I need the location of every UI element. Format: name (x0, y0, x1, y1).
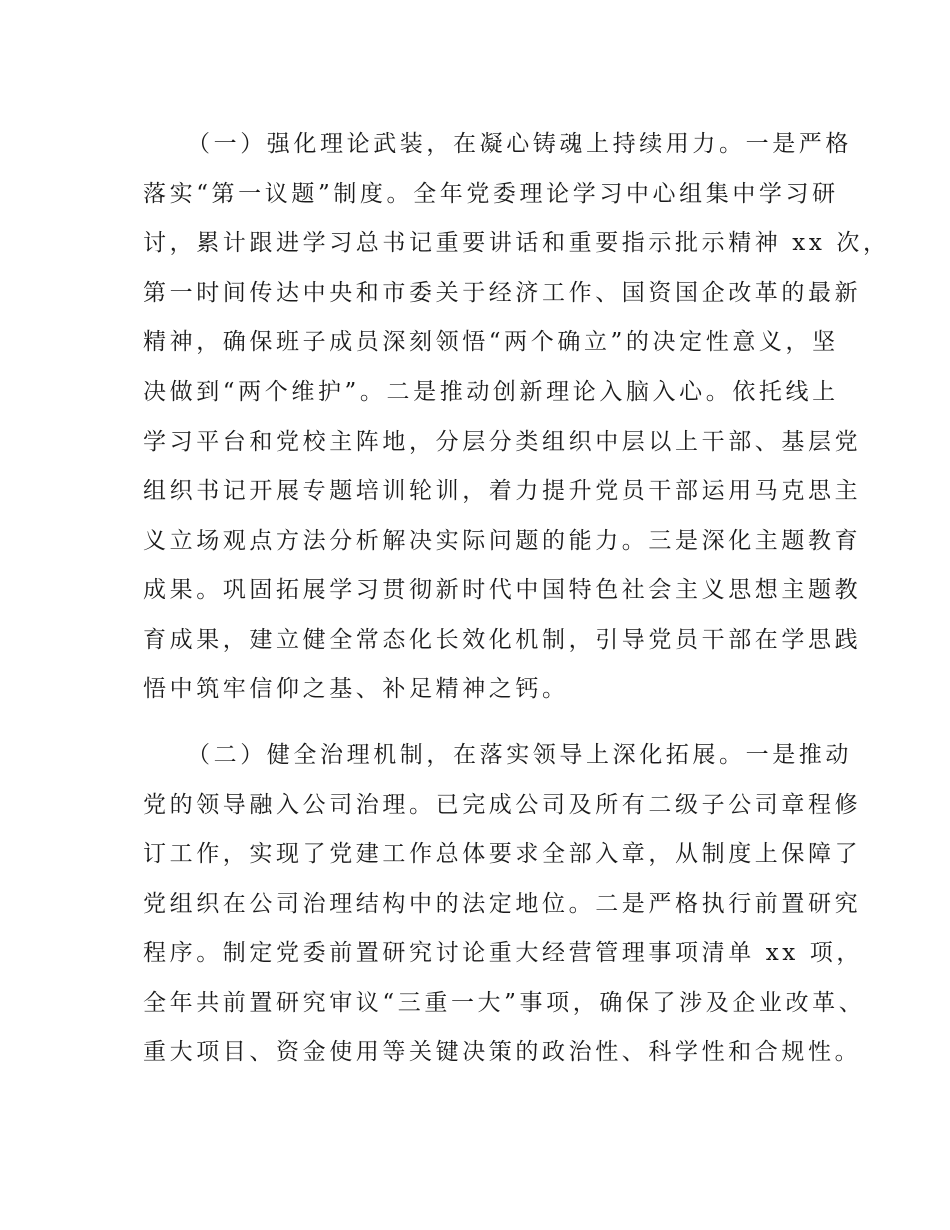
paragraph-line: 党的领导融入公司治理。已完成公司及所有二级子公司章程修 (143, 792, 862, 818)
paragraph-line: 落实“第一议题”制度。全年党委理论学习中心组集中学习研 (143, 181, 839, 207)
paragraph-line: 组织书记开展专题培训轮训，着力提升党员干部运用马克思主 (143, 478, 862, 504)
paragraph-line: 第一时间传达中央和市委关于经济工作、国资国企改革的最新 (143, 280, 862, 306)
paragraph-line: 义立场观点方法分析解决实际问题的能力。三是深化主题教育 (143, 528, 862, 554)
paragraph-line: （一）强化理论武装，在凝心铸魂上持续用力。一是严格 (187, 131, 852, 157)
paragraph-line: 党组织在公司治理结构中的法定地位。二是严格执行前置研究 (143, 891, 862, 917)
paragraph-line: 悟中筑牢信仰之基、补足精神之钙。 (143, 676, 569, 702)
paragraph-line: 成果。巩固拓展学习贯彻新时代中国特色社会主义思想主题教 (143, 577, 862, 603)
paragraph-line: 育成果，建立健全常态化长效化机制，引导党员干部在学思践 (143, 627, 862, 653)
paragraph-line: 程序。制定党委前置研究讨论重大经营管理事项清单 xx 项， (143, 940, 863, 966)
paragraph-line: 讨，累计跟进学习总书记重要讲话和重要指示批示精神 xx 次， (143, 230, 890, 256)
paragraph-line: （二）健全治理机制，在落实领导上深化拓展。一是推动 (187, 742, 852, 768)
paragraph-line: 决做到“两个维护”。二是推动创新理论入脑入心。依托线上 (143, 379, 839, 405)
paragraph-line: 订工作，实现了党建工作总体要求全部入章，从制度上保障了 (143, 841, 862, 867)
paragraph-line: 重大项目、资金使用等关键决策的政治性、科学性和合规性。 (143, 1039, 862, 1065)
paragraph-line: 学习平台和党校主阵地，分层分类组织中层以上干部、基层党 (143, 429, 862, 455)
paragraph-line: 精神，确保班子成员深刻领悟“两个确立”的决定性意义，坚 (143, 329, 839, 355)
paragraph-line: 全年共前置研究审议“三重一大”事项，确保了涉及企业改革、 (143, 990, 866, 1016)
